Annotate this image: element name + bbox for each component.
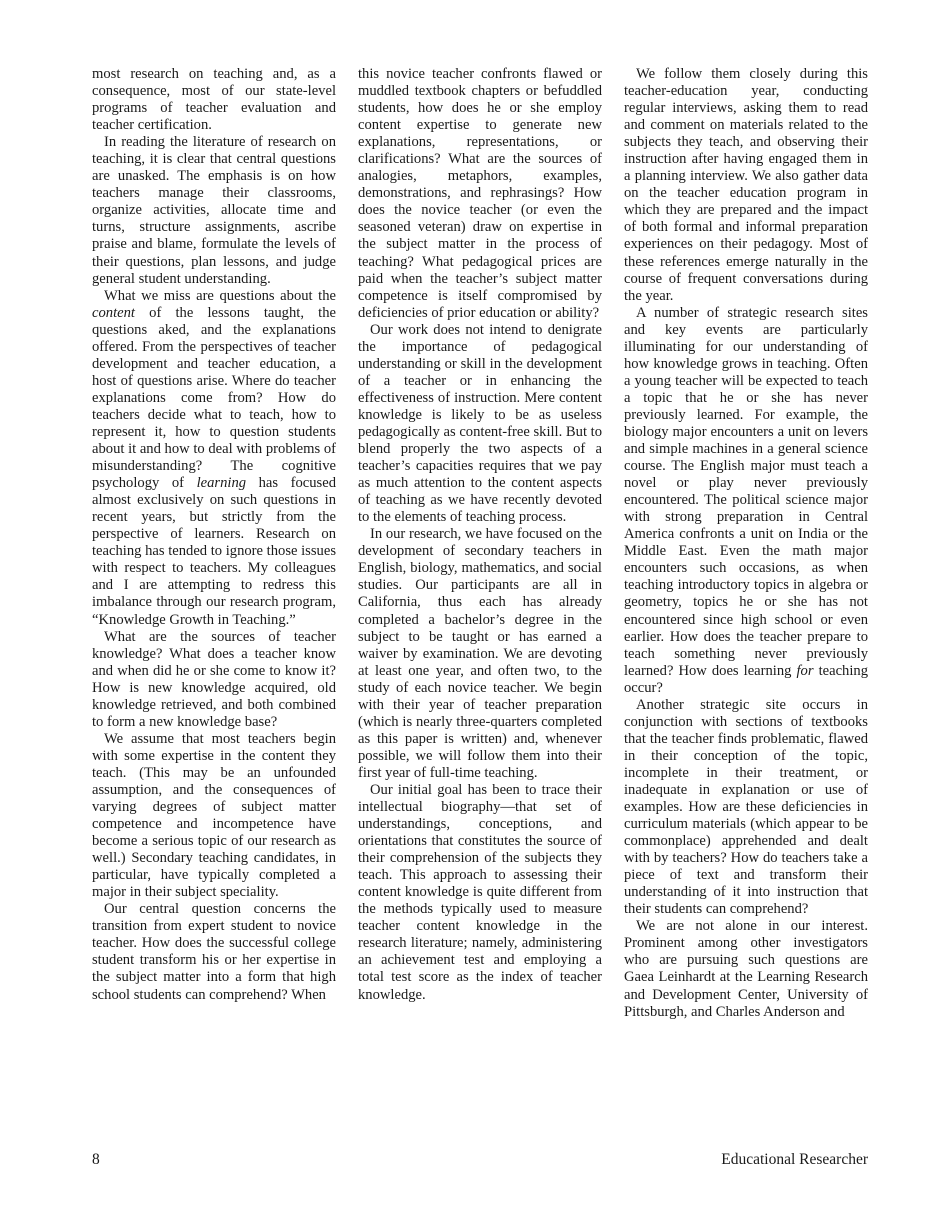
paragraph [358, 66, 602, 322]
paragraph [92, 629, 336, 731]
page-number: 8 [92, 1151, 100, 1168]
paragraph-text: In our research, we have focused on the development of secondary teachers in English, biology, mathematics, and social studies. Our participants are all in California, thus each has already completed a bachelor’s degree in the subject to be taught or has earned a waiver by examination. We are devoting at least one year, and often two, to the study of each novice teacher. We begin with their year of teacher preparation (which is nearly three-quarters completed as this paper is written) and, whenever possible, we will follow them into their first year of full-time teaching. [358, 526, 602, 781]
italic-text: learning [196, 475, 247, 492]
paragraph [624, 918, 868, 1020]
paragraph-text: What are the sources of teacher knowledge? What does a teacher know and when did he or she come to know it? How is new knowledge acquired, old knowledge retrieved, and both combined to form a new knowledge base? [92, 628, 336, 730]
paragraph [358, 322, 602, 527]
paragraph-text: Our central question concerns the transition from expert student to novice teacher. How does the successful college student transform his or her expertise in the subject matter into a form that high school students can comprehend? When [92, 901, 336, 1003]
paragraph-text: In reading the literature of research on teaching, it is clear that central questions are unasked. The emphasis is on how teachers manage their classrooms, organize activities, allocate time and turns, structure assignments, ascribe praise and blame, formulate the levels of their questions, plan lessons, and judge general student understanding. [92, 134, 336, 287]
paragraph [624, 66, 868, 305]
paragraph [358, 526, 602, 782]
paragraph [92, 731, 336, 901]
paragraph [358, 782, 602, 1004]
italic-text: content [92, 304, 135, 321]
paragraph [92, 901, 336, 1003]
paragraph-text: We follow them closely during this teacher-education year, conducting regular interviews, asking them to read and comment on materials related to the subjects they teach, and observing their instruction after having engaged them in a planning interview. We also gather data on the teacher education program in which they are prepared and the impact of both formal and informal preparation experiences on their pedagogy. Most of these references emerge naturally in the course of frequent conversations during the year. [624, 66, 868, 304]
paragraph-text: most research on teaching and, as a consequence, most of our state-level programs of teacher evaluation and teacher certification. [92, 66, 336, 134]
italic-text: for [796, 662, 814, 679]
paragraph [92, 134, 336, 287]
text-column-1 [92, 66, 336, 1004]
text-column-2 [358, 66, 602, 1004]
paragraph-text: has focused almost exclusively on such questions in recent years, but strictly from the perspective of learners. Research on teaching has tended to ignore those issues with respect to teachers. My colleagues and I are attempting to redress this imbalance through our research program, “Knowledge Growth in Teaching.” [92, 475, 337, 628]
text-column-3 [624, 66, 868, 1021]
paragraph-text: We are not alone in our interest. Prominent among other investigators who are pursuing such questions are Gaea Leinhardt at the Learning Research and Development Center, University of Pittsburgh, and Charles Anderson and [624, 918, 868, 1020]
paragraph-text: Our initial goal has been to trace their intellectual biography—that set of understandings, conceptions, and orientations that constitutes the source of their comprehension of the subjects they teach. This approach to assessing their content knowledge is quite different from the methods typically used to measure teacher content knowledge in the research literature; namely, administering an achievement test and employing a total test score as the index of teacher knowledge. [358, 781, 602, 1003]
paragraph-text: Another strategic site occurs in conjunction with sections of textbooks that the teacher finds problematic, flawed in their conception of the topic, incomplete in their treatment, or inadequate in explanation or use of examples. How are these deficiencies in curriculum materials (which appear to be commonplace) apprehended and dealt with by teachers? How do teachers take a piece of text and transform their understanding of it into instruction that their students can comprehend? [624, 696, 868, 918]
journal-title: Educational Researcher [721, 1151, 868, 1168]
paragraph-text: A number of strategic research sites and key events are particularly illuminating for our understanding of how knowledge grows in teaching. Often a young teacher will be expected to teach a topic that he or she has never previously learned. For example, the biology major encounters a unit on levers and simple machines in a general science course. The English major must teach a novel or play never previously encountered. The political science major with strong preparation in Central America confronts a unit on India or the Middle East. Even the math major encounters such occasions, as when teaching introductory topics in algebra or geometry, topics he or she has not encountered since high school or even earlier. How does the teacher prepare to teach something never previously learned? How does learning [624, 304, 868, 679]
paragraph-text: What we miss are questions about the [104, 287, 336, 304]
paragraph-text: We assume that most teachers begin with some expertise in the content they teach. (This may be an unfounded assumption, and the consequences of varying degrees of subject matter competence and incompetence have become a serious topic of our research as well.) Secondary teaching candidates, in particular, have typically completed a major in their subject speciality. [92, 730, 336, 901]
paragraph-text: of the lessons taught, the questions aked, and the explanations offered. From the perspectives of teacher development and teacher education, a host of questions arise. Where do teacher explanations come from? How do teachers decide what to teach, how to represent it, how to question students about it and how to deal with problems of misunderstanding? The cognitive psychology of [92, 304, 336, 492]
paragraph-text: Our work does not intend to denigrate the importance of pedagogical understanding or skill in the development of a teacher or in enhancing the effectiveness of instruction. Mere content knowledge is likely to be as useless pedagogically as content-free skill. But to blend properly the two aspects of a teacher’s capacities requires that we pay as much attention to the content aspects of teaching as we have recently devoted to the elements of teaching process. [358, 321, 602, 526]
paragraph [624, 305, 868, 697]
paragraph-text: teaching occur? [624, 662, 868, 696]
paragraph [92, 288, 336, 629]
paragraph [624, 697, 868, 919]
paragraph-text: this novice teacher confronts flawed or muddled textbook chapters or befuddled students, how does he or she employ content expertise to generate new explanations, representations, or clarifications? What are the sources of analogies, metaphors, examples, demonstrations, and rephrasings? How does the novice teacher (or even the seasoned veteran) draw on expertise in the subject matter in the process of teaching? What pedagogical prices are paid when the teacher’s subject matter competence is itself compromised by deficiencies of prior education or ability? [358, 66, 602, 321]
paragraph [92, 66, 336, 134]
